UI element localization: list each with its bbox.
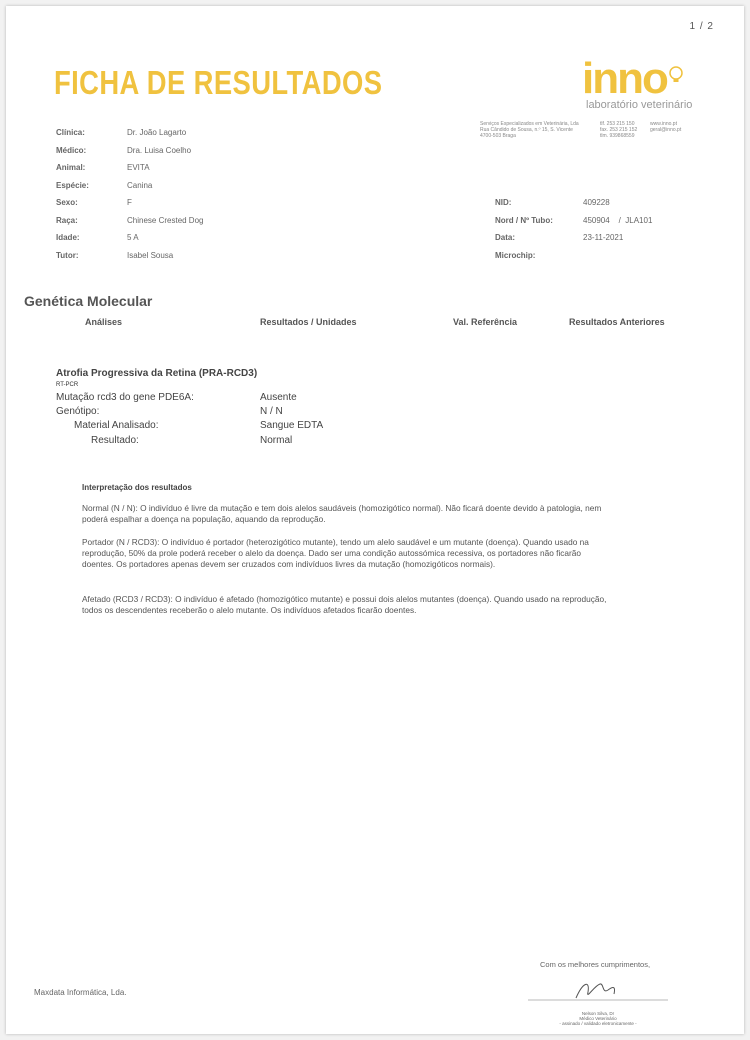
nid-value: 409228 [583, 198, 610, 207]
interpretation-affected: Afetado (RCD3 / RCD3): O indivíduo é afetado (homozigótico mutante) e possui dois alelos mutantes (doença). Quando usado na reprodução, todos os descendentes receberão o alelo mutante. Os indivíduos afetados ficarão doentes. [82, 594, 607, 615]
animal-label: Animal: [56, 163, 86, 172]
tutor-label: Tutor: [56, 251, 79, 260]
interpretation-normal: Normal (N / N): O indivíduo é livre da mutação e tem dois alelos saudáveis (homozigótico normal). Não ficará doente devido à patologia, nem poderá espalhar a doença na população, aquando da reprodução. [82, 503, 602, 524]
breed-value: Chinese Crested Dog [127, 216, 204, 225]
date-label: Data: [495, 233, 516, 242]
clinic-value: Dr. João Lagarto [127, 128, 187, 137]
test-title: Atrofia Progressiva da Retina (PRA-RCD3) [56, 368, 258, 379]
tube-label: Nord / Nº Tubo: [495, 216, 553, 225]
column-header-analyses: Análises [85, 317, 123, 327]
column-header-results: Resultados / Unidades [260, 317, 357, 327]
animal-value: EVITA [127, 163, 150, 172]
nid-label: NID: [495, 198, 512, 207]
date-value: 23-11-2021 [583, 233, 624, 242]
doctor-value: Dra. Luisa Coelho [127, 146, 192, 155]
tube-value: 450904 / JLA101 [583, 216, 653, 225]
result-label-material: Material Analisado: [74, 420, 159, 431]
result-label-mutation: Mutação rcd3 do gene PDE6A: [56, 392, 194, 403]
report-title: FICHA DE RESULTADOS [54, 64, 383, 101]
microchip-label: Microchip: [495, 251, 536, 260]
page-number: 1 / 2 [689, 21, 714, 32]
column-header-previous: Resultados Anteriores [569, 317, 665, 327]
clinic-label: Clínica: [56, 128, 85, 137]
interpretation-title: Interpretação dos resultados [82, 483, 192, 492]
signature-note: - assinado / validado eletronicamente - [559, 1021, 637, 1026]
logo-subtitle: laboratório veterinário [586, 99, 693, 111]
species-value: Canina [127, 181, 153, 190]
breed-label: Raça: [56, 216, 78, 225]
lab-web: www.inno.pt geral@inno.pt [650, 121, 682, 133]
signature-role: Médico Veterinário [579, 1016, 617, 1021]
lab-phones: tlf. 253 215 150 fax. 253 215 152 tlm. 939868559 [600, 121, 638, 139]
section-title: Genética Molecular [24, 293, 153, 309]
test-method: RT-PCR [56, 382, 79, 388]
result-value-mutation: Ausente [260, 392, 297, 403]
signature-mark [528, 976, 668, 1006]
signature-name: Nelson Silva, Dr [581, 1011, 615, 1016]
closing-regards: Com os melhores cumprimentos, [540, 960, 651, 969]
age-value: 5 A [127, 233, 139, 242]
species-label: Espécie: [56, 181, 89, 190]
doctor-label: Médico: [56, 146, 87, 155]
lightbulb-icon [666, 64, 686, 84]
logo-wordmark: inno [582, 54, 667, 103]
result-label-result: Resultado: [91, 435, 139, 446]
signature-block [528, 976, 668, 1026]
tutor-value: Isabel Sousa [127, 251, 174, 260]
footer-company: Maxdata Informática, Lda. [34, 988, 127, 997]
report-page [6, 6, 744, 1034]
result-value-result: Normal [260, 435, 293, 446]
result-label-genotype: Genótipo: [56, 406, 100, 417]
column-header-reference: Val. Referência [453, 317, 518, 327]
interpretation-carrier: Portador (N / RCD3): O indivíduo é portador (heterozigótico mutante), tendo um alelo saudável e um mutante (doença). Quando usado na reprodução, 50% da prole poderá receber o alelo da doença. Dado ser uma condição autossómica recessiva, os portadores não ficarão doentes. Os portadores apenas devem ser cruzados com indivíduos livres da mutação (homozigóticos normais). [82, 537, 589, 569]
age-label: Idade: [56, 233, 80, 242]
result-value-genotype: N / N [260, 406, 283, 417]
sex-value: F [127, 198, 132, 207]
lab-address: Serviços Especializados em Veterinária, Lda Rua Cândido de Sousa, n.º 15, S. Vicente 4700-503 Braga [480, 121, 579, 139]
sex-label: Sexo: [56, 198, 78, 207]
result-value-material: Sangue EDTA [260, 420, 324, 431]
